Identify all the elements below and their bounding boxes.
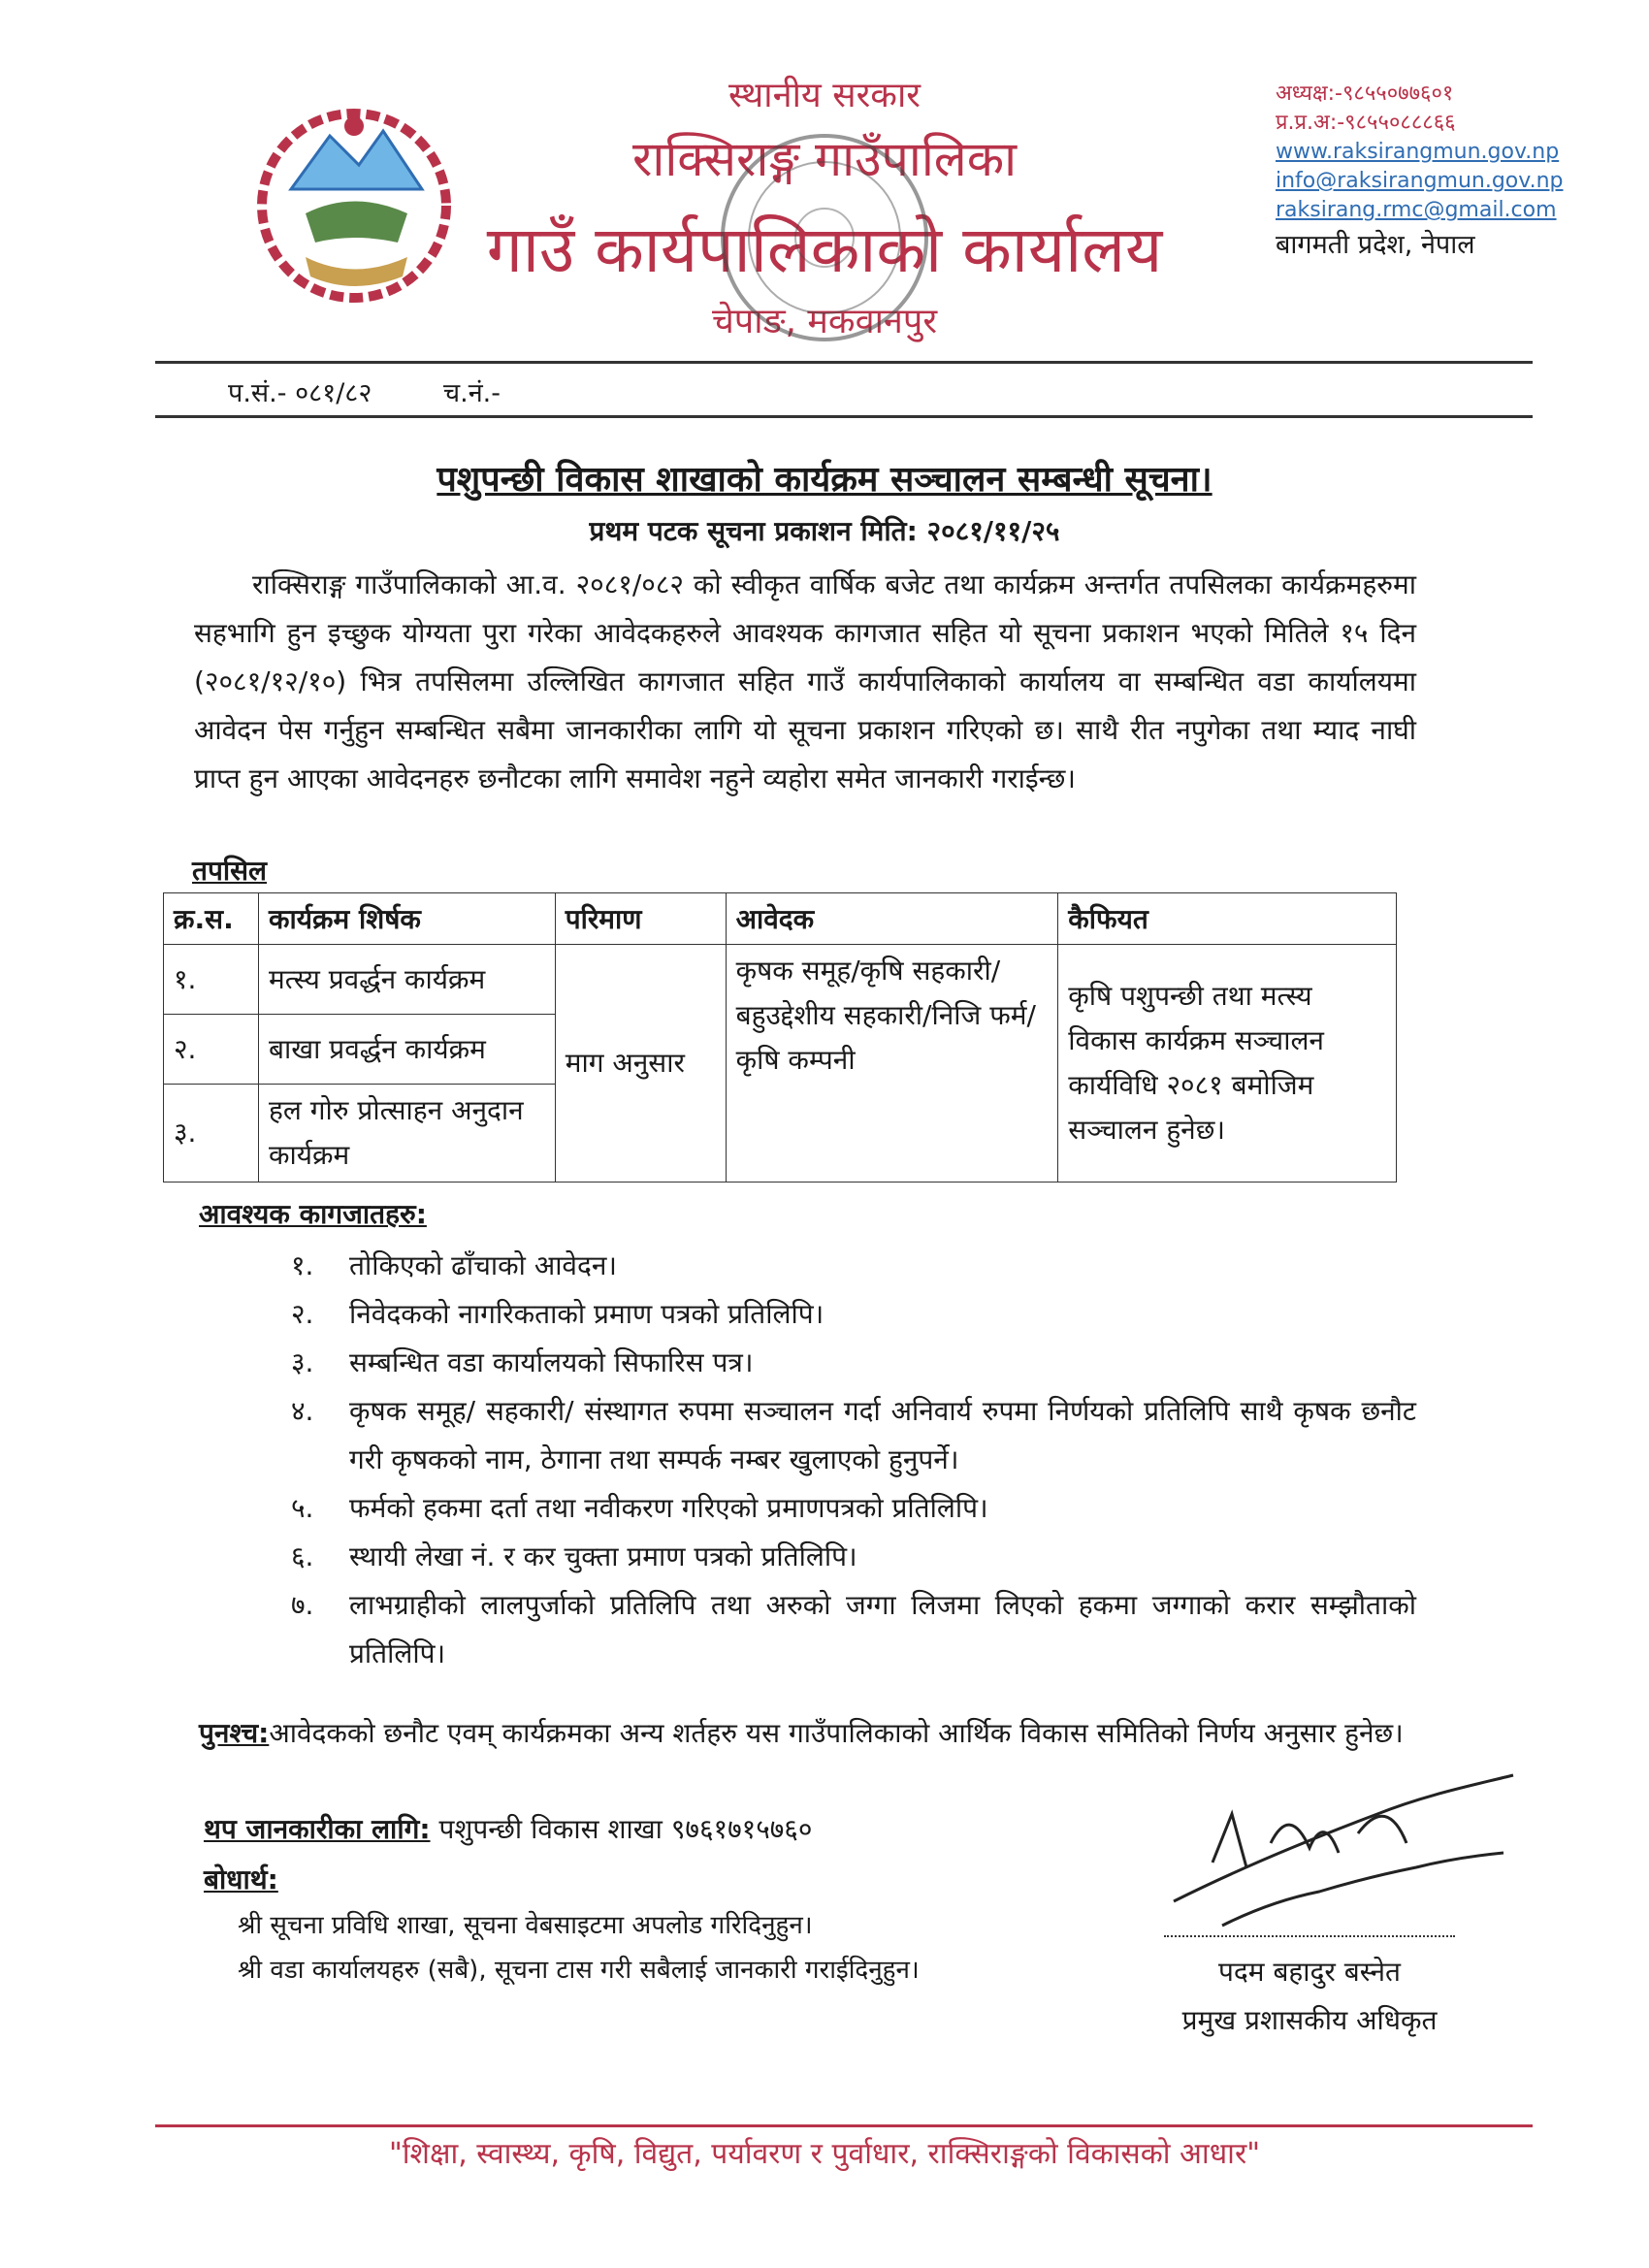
website-link[interactable]: www.raksirangmun.gov.np xyxy=(1276,140,1560,164)
table-header-row xyxy=(164,893,1397,945)
notice-publish-date: प्रथम पटक सूचना प्रकाशन मिति: २०८१/११/२५ xyxy=(589,515,1060,547)
postscript-label: पुनश्च: xyxy=(199,1717,270,1749)
header-rule-top xyxy=(155,361,1533,364)
list-item: श्री वडा कार्यालयहरु (सबै), सूचना टास गरी सबैलाई जानकारी गराईदिनुहुन। xyxy=(238,1956,920,1985)
contact-block xyxy=(1276,80,1563,260)
postscript-text: आवेदकको छनौट एवम् कार्यक्रमका अन्य शर्तहरु यस गाउँपालिकाको आर्थिक विकास समितिको निर्णय अनुसार हुनेछ। xyxy=(269,1717,1404,1749)
row-sn: ३. xyxy=(164,1085,259,1183)
footer-motto: "शिक्षा, स्वास्थ्य, कृषि, विद्युत, पर्यावरण र पुर्वाधार, राक्सिराङ्गको विकासको आधार" xyxy=(388,2137,1261,2171)
more-info-label: थप जानकारीका लागि: xyxy=(204,1813,431,1845)
requirements-list xyxy=(291,1242,1416,1678)
email-link[interactable]: info@raksirangmun.gov.np xyxy=(1276,169,1564,193)
more-info xyxy=(204,1810,812,1847)
col-quantity: परिमाण xyxy=(555,893,726,945)
list-item: ३. सम्बन्धित वडा कार्यालयको सिफारिस पत्र। xyxy=(291,1346,754,1378)
dispatch-number: च.नं.- xyxy=(442,378,501,408)
row-program: हल गोरु प्रोत्साहन अनुदान कार्यक्रम xyxy=(258,1085,555,1183)
office-address: चेपाङ, मकवानपुर xyxy=(711,302,938,341)
list-item: ७. लाभग्राहीको लालपुर्जाको प्रतिलिपि तथा अरुको जग्गा लिजमा लिएको हकमा जग्गाको करार सम्झौताको प्रतिलिपि। xyxy=(291,1589,1416,1669)
list-item: ५. फर्मको हकमा दर्ता तथा नवीकरण गरिएको प्रमाणपत्रको प्रतिलिपि। xyxy=(291,1492,988,1524)
signature-line xyxy=(1164,1935,1455,1937)
notice-title: पशुपन्छी विकास शाखाको कार्यक्रम सञ्चालन सम्बन्धी सूचना। xyxy=(436,460,1212,500)
signatory-name: पदम बहादुर बस्नेत xyxy=(1218,1956,1401,1988)
office-stamp-icon xyxy=(713,116,936,359)
row-sn: १. xyxy=(164,945,259,1015)
gmail-link[interactable]: raksirang.rmc@gmail.com xyxy=(1276,198,1557,222)
office-name: गाउँ कार्यपालिकाको कार्यालय xyxy=(486,212,1163,287)
municipality-name: राक्सिराङ्ग गाउँपालिका xyxy=(631,131,1018,187)
handwritten-signature-icon xyxy=(1154,1756,1542,1950)
col-program: कार्यक्रम शिर्षक xyxy=(258,893,555,945)
chairperson-phone: अध्यक्ष:-९८५५०७७६०१ xyxy=(1276,81,1454,106)
more-info-text: पशुपन्छी विकास शाखा ९७६१७१५७६० xyxy=(438,1813,813,1845)
quantity-cell: माग अनुसार xyxy=(555,945,726,1183)
col-applicant: आवेदक xyxy=(726,893,1058,945)
list-item: १. तोकिएको ढाँचाको आवेदन। xyxy=(291,1249,618,1281)
row-program: मत्स्य प्रवर्द्धन कार्यक्रम xyxy=(258,945,555,1015)
cc-list xyxy=(238,1903,920,1993)
cc-heading: बोधार्थ: xyxy=(204,1863,278,1895)
notice-body: राक्सिराङ्ग गाउँपालिकाको आ.व. २०८१/०८२ को स्वीकृत वार्षिक बजेट तथा कार्यक्रम अन्तर्गत तपसिलका कार्यक्रमहरुमा सहभागि हुन इच्छुक योग्यता पुरा गरेका आवेदकहरुले आवश्यक कागजात सहित यो सूचना प्रकाशन भएको मितिले १५ दिन (२०८१/१२/१०) भित्र तपसिलमा उल्लिखित कागजात सहित गाउँ कार्यपालिकाको कार्यालय वा सम्बन्धित वडा कार्यालयमा आवेदन पेस गर्नुहुन सम्बन्धित सबैमा जानकारीका लागि यो सूचना प्रकाशन गरिएको छ। साथै रीत नपुगेका तथा म्याद नाघी प्राप्त हुन आएका आवेदनहरु छनौटका लागि समावेश नहुने व्यहोरा समेत जानकारी गराईन्छ। xyxy=(194,568,1416,794)
table-row xyxy=(164,945,1397,1015)
cao-phone: प्र.प्र.अ:-९८५५०८८८६६ xyxy=(1276,111,1456,135)
row-sn: २. xyxy=(164,1015,259,1085)
remarks-cell: कृषि पशुपन्छी तथा मत्स्य विकास कार्यक्रम सञ्चालन कार्यविधि २०८१ बमोजिम सञ्चालन हुनेछ। xyxy=(1058,945,1397,1183)
list-item: श्री सूचना प्रविधि शाखा, सूचना वेबसाइटमा अपलोड गरिदिनुहुन। xyxy=(238,1911,813,1940)
table-caption: तपसिल xyxy=(192,855,268,887)
list-item: ४. कृषक समूह/ सहकारी/ संस्थागत रुपमा सञ्चालन गर्दा अनिवार्य रुपमा निर्णयको प्रतिलिपि साथै कृषक छनौट गरी कृषकको नाम, ठेगाना तथा सम्पर्क नम्बर खुलाएको हुनुपर्ने। xyxy=(291,1395,1416,1475)
reference-line xyxy=(228,373,564,409)
col-sn: क्र.स. xyxy=(164,893,259,945)
requirements-heading: आवश्यक कागजातहरु: xyxy=(199,1198,427,1230)
applicant-cell: कृषक समूह/कृषि सहकारी/बहुउद्देशीय सहकारी/निजि फर्म/कृषि कम्पनी xyxy=(726,945,1058,1183)
footer-rule xyxy=(155,2124,1533,2127)
program-table xyxy=(163,892,1397,1183)
local-government-label: स्थानीय सरकार xyxy=(728,76,921,115)
row-program: बाखा प्रवर्द्धन कार्यक्रम xyxy=(258,1015,555,1085)
list-item: २. निवेदकको नागरिकताको प्रमाण पत्रको प्रतिलिपि। xyxy=(291,1298,824,1330)
postscript xyxy=(199,1709,1421,1758)
header-rule-bottom xyxy=(155,415,1533,418)
list-item: ६. स्थायी लेखा नं. र कर चुक्ता प्रमाण पत्रको प्रतिलिपि। xyxy=(291,1540,857,1572)
signatory-title: प्रमुख प्रशासकीय अधिकृत xyxy=(1181,2004,1438,2036)
region-label: बागमती प्रदेश, नेपाल xyxy=(1276,230,1475,260)
signatory-block xyxy=(1135,1948,1484,2045)
col-remarks: कैफियत xyxy=(1058,893,1397,945)
letter-number: प.सं.- ०८१/८२ xyxy=(228,378,372,408)
